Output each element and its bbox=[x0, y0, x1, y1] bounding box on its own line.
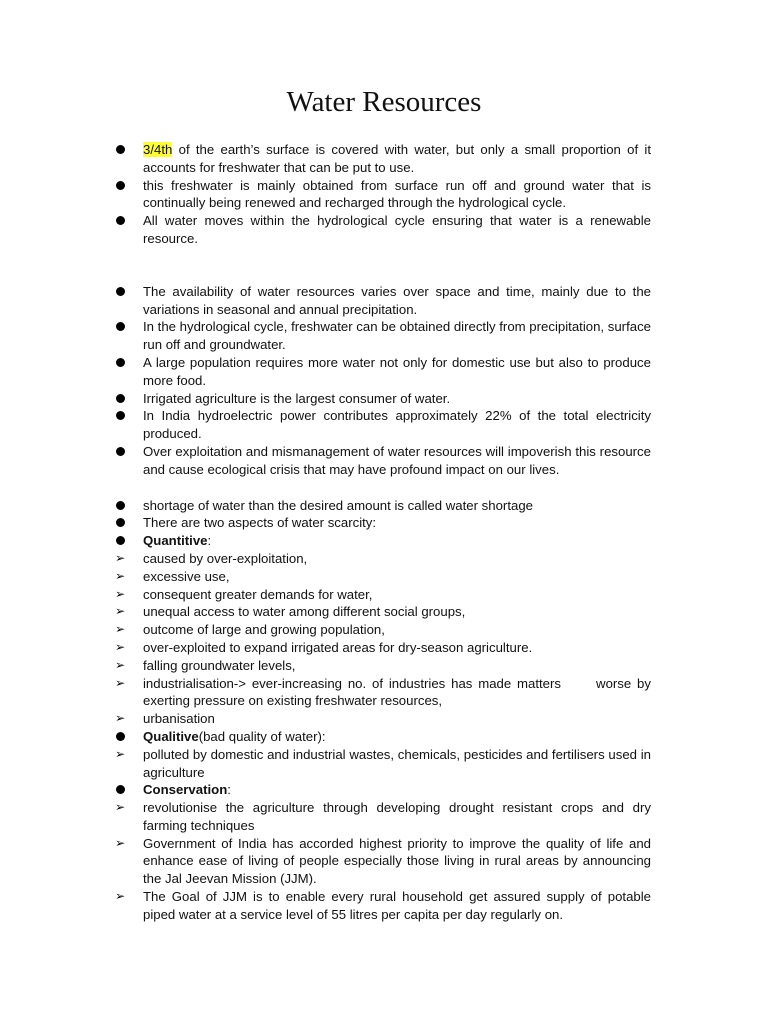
item-text bbox=[143, 407, 655, 443]
arrowhead-icon: ➢ bbox=[115, 800, 126, 815]
bullet-dot-icon bbox=[115, 781, 129, 799]
arrowhead-icon: ➢ bbox=[115, 639, 126, 654]
arrow-item bbox=[0, 603, 768, 621]
arrowhead-bullet-icon bbox=[115, 621, 129, 639]
item-text bbox=[143, 586, 651, 604]
arrowhead-icon: ➢ bbox=[115, 835, 126, 850]
item-text bbox=[143, 283, 655, 319]
arrow-item bbox=[0, 746, 768, 782]
item-body: The Goal of JJM is to enable every rural household get assured supply of potable piped water at a service level of 55 litres per capita per day regularly on. bbox=[143, 889, 655, 922]
item-text bbox=[143, 888, 655, 924]
item-body: There are two aspects of water scarcity: bbox=[143, 515, 377, 531]
arrow-item bbox=[0, 888, 768, 924]
bullet-dot-icon bbox=[115, 318, 129, 336]
arrow-item bbox=[0, 675, 768, 711]
item-body: A large population requires more water not only for domestic use but also to produce more food. bbox=[143, 354, 655, 388]
arrowhead-icon: ➢ bbox=[115, 550, 126, 565]
item-text bbox=[143, 177, 655, 213]
item-body: : bbox=[227, 782, 231, 798]
filled-circle-icon bbox=[116, 411, 125, 420]
arrowhead-bullet-icon bbox=[115, 888, 129, 906]
bold-heading: Quantitive bbox=[143, 533, 208, 549]
item-text bbox=[143, 497, 651, 515]
arrowhead-icon: ➢ bbox=[115, 586, 126, 601]
item-text bbox=[143, 354, 655, 390]
bullet-item bbox=[0, 407, 768, 443]
item-body: shortage of water than the desired amount is called water shortage bbox=[143, 497, 533, 513]
arrowhead-icon: ➢ bbox=[115, 675, 126, 690]
item-body: consequent greater demands for water, bbox=[143, 586, 373, 602]
arrowhead-bullet-icon bbox=[115, 746, 129, 764]
filled-circle-icon bbox=[116, 785, 125, 794]
filled-circle-icon bbox=[116, 536, 125, 545]
bullet-item bbox=[0, 781, 768, 799]
bullet-dot-icon bbox=[115, 443, 129, 461]
bullet-dot-icon bbox=[115, 532, 129, 550]
bullet-dot-icon bbox=[115, 390, 129, 408]
bullet-item bbox=[0, 390, 768, 408]
bullet-item bbox=[0, 514, 768, 532]
arrowhead-bullet-icon bbox=[115, 657, 129, 675]
item-text bbox=[143, 728, 651, 746]
arrowhead-bullet-icon bbox=[115, 710, 129, 728]
filled-circle-icon bbox=[116, 518, 125, 527]
item-text bbox=[143, 799, 655, 835]
item-text bbox=[143, 550, 651, 568]
item-body: unequal access to water among different social groups, bbox=[143, 604, 466, 620]
arrow-item bbox=[0, 550, 768, 568]
item-text bbox=[143, 835, 655, 888]
item-body: : bbox=[207, 533, 212, 549]
arrowhead-bullet-icon bbox=[115, 799, 129, 817]
arrow-item bbox=[0, 835, 768, 888]
item-body: The availability of water resources varies over space and time, mainly due to the variations in seasonal and annual precipitation. bbox=[143, 283, 655, 317]
bullet-dot-icon bbox=[115, 354, 129, 372]
filled-circle-icon bbox=[116, 447, 125, 456]
item-body: In the hydrological cycle, freshwater can be obtained directly from precipitation, surface run off and groundwater. bbox=[143, 319, 655, 353]
item-body: outcome of large and growing population, bbox=[143, 622, 385, 638]
bullet-item bbox=[0, 728, 768, 746]
bullet-dot-icon bbox=[115, 407, 129, 425]
arrow-item bbox=[0, 621, 768, 639]
filled-circle-icon bbox=[116, 287, 125, 296]
bullet-item bbox=[0, 318, 768, 354]
filled-circle-icon bbox=[116, 394, 125, 403]
bullet-dot-icon bbox=[115, 141, 129, 159]
item-body: (bad quality of water): bbox=[198, 728, 326, 744]
bullet-item bbox=[0, 283, 768, 319]
arrowhead-bullet-icon bbox=[115, 639, 129, 657]
bullet-dot-icon bbox=[115, 514, 129, 532]
arrowhead-bullet-icon bbox=[115, 550, 129, 568]
item-text bbox=[143, 390, 651, 408]
item-body: Over exploitation and mismanagement of water resources will impoverish this resource and cause ecological crisis that may have profound impact on our lives. bbox=[143, 443, 655, 477]
item-body: All water moves within the hydrological cycle ensuring that water is a renewable resource. bbox=[143, 213, 655, 246]
item-text bbox=[143, 212, 655, 248]
arrowhead-bullet-icon bbox=[115, 568, 129, 586]
arrowhead-bullet-icon bbox=[115, 675, 129, 693]
item-text bbox=[143, 141, 655, 177]
bold-heading: Conservation bbox=[143, 782, 228, 798]
item-text bbox=[143, 443, 655, 479]
item-body: Government of India has accorded highest priority to improve the quality of life and enhance ease of living of people especially those living in rural areas by announcing the Jal Jeevan Mission (JJM). bbox=[143, 835, 655, 887]
arrowhead-icon: ➢ bbox=[115, 746, 126, 761]
item-body: this freshwater is mainly obtained from surface run off and ground water that is continually being renewed and recharged through the hydrological cycle. bbox=[143, 177, 655, 211]
arrowhead-icon: ➢ bbox=[115, 568, 126, 583]
item-body: revolutionise the agriculture through developing drought resistant crops and dry farming techniques bbox=[143, 800, 655, 833]
arrowhead-icon: ➢ bbox=[115, 657, 126, 672]
item-body: industrialisation-> ever-increasing no. of industries has made matters worse by exerting pressure on existing freshwater resources, bbox=[143, 675, 655, 709]
arrowhead-icon: ➢ bbox=[115, 622, 126, 637]
item-text bbox=[143, 781, 651, 799]
arrowhead-icon: ➢ bbox=[115, 711, 126, 726]
item-text bbox=[143, 657, 651, 675]
arrow-item bbox=[0, 657, 768, 675]
filled-circle-icon bbox=[116, 216, 125, 225]
arrowhead-bullet-icon bbox=[115, 603, 129, 621]
filled-circle-icon bbox=[116, 358, 125, 367]
filled-circle-icon bbox=[116, 181, 125, 190]
item-text bbox=[143, 639, 651, 657]
bold-heading: Qualitive bbox=[143, 728, 199, 744]
item-text bbox=[143, 675, 655, 711]
arrow-item bbox=[0, 568, 768, 586]
item-text bbox=[143, 710, 651, 728]
arrow-item bbox=[0, 710, 768, 728]
bullet-dot-icon bbox=[115, 497, 129, 515]
bullet-item bbox=[0, 141, 768, 177]
arrowhead-bullet-icon bbox=[115, 835, 129, 853]
arrowhead-icon: ➢ bbox=[115, 604, 126, 619]
arrow-item bbox=[0, 586, 768, 604]
arrowhead-icon: ➢ bbox=[115, 889, 126, 904]
filled-circle-icon bbox=[116, 145, 125, 154]
content-list bbox=[0, 141, 768, 924]
item-text bbox=[143, 532, 651, 550]
filled-circle-icon bbox=[116, 501, 125, 510]
bullet-item bbox=[0, 177, 768, 213]
item-text bbox=[143, 514, 651, 532]
item-text bbox=[143, 568, 651, 586]
item-text bbox=[143, 621, 651, 639]
item-body: Irrigated agriculture is the largest consumer of water. bbox=[143, 390, 451, 406]
item-body: falling groundwater levels, bbox=[143, 657, 296, 673]
arrow-item bbox=[0, 639, 768, 657]
bullet-dot-icon bbox=[115, 212, 129, 230]
bullet-dot-icon bbox=[115, 177, 129, 195]
bullet-dot-icon bbox=[115, 728, 129, 746]
item-body: urbanisation bbox=[143, 711, 215, 727]
filled-circle-icon bbox=[116, 322, 125, 331]
bullet-item bbox=[0, 532, 768, 550]
highlighted-text: 3/4th bbox=[143, 142, 173, 157]
arrow-item bbox=[0, 799, 768, 835]
bullet-item bbox=[0, 497, 768, 515]
bullet-item bbox=[0, 354, 768, 390]
item-text bbox=[143, 318, 655, 354]
bullet-item bbox=[0, 212, 768, 248]
item-body: In India hydroelectric power contributes approximately 22% of the total electricity produced. bbox=[143, 408, 655, 442]
item-body: of the earth’s surface is covered with water, but only a small proportion of it accounts for freshwater that can be put to use. bbox=[143, 142, 655, 175]
arrowhead-bullet-icon bbox=[115, 586, 129, 604]
item-body: excessive use, bbox=[143, 568, 230, 584]
filled-circle-icon bbox=[116, 732, 125, 741]
item-text bbox=[143, 746, 655, 782]
bullet-item bbox=[0, 443, 768, 479]
item-text bbox=[143, 603, 651, 621]
item-body: over-exploited to expand irrigated areas for dry-season agriculture. bbox=[143, 639, 533, 655]
item-body: caused by over-exploitation, bbox=[143, 550, 308, 566]
item-body: polluted by domestic and industrial wastes, chemicals, pesticides and fertilisers used in agriculture bbox=[143, 746, 655, 780]
page-title: Water Resources bbox=[286, 86, 482, 118]
bullet-dot-icon bbox=[115, 283, 129, 301]
